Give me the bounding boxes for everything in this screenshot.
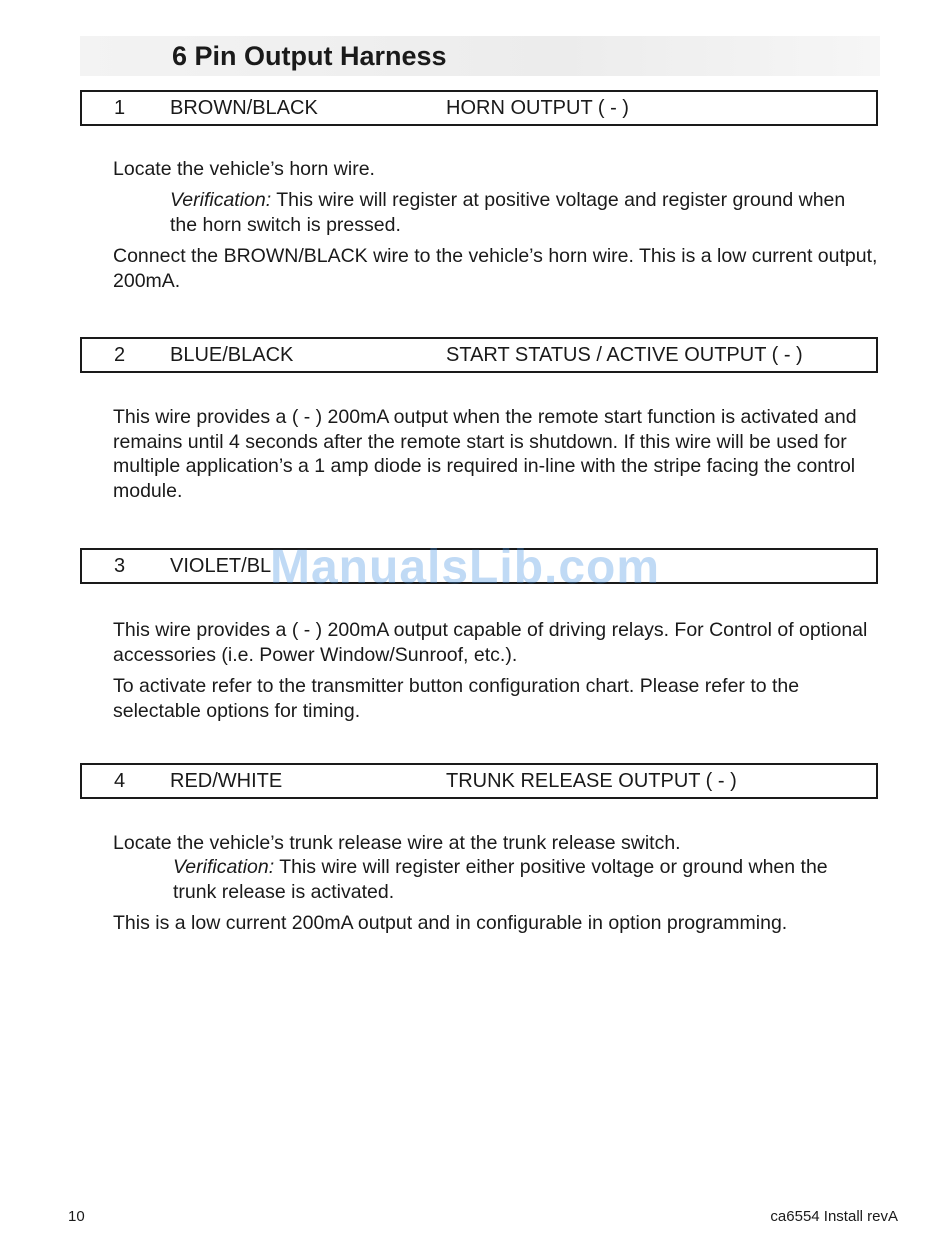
watermark: ManualsLib.com <box>270 541 661 594</box>
page-number: 10 <box>68 1208 85 1225</box>
wire-function: TRUNK RELEASE OUTPUT ( - ) <box>446 770 737 792</box>
verification-text: This wire will register either positive voltage or ground when the trunk release is activated. <box>173 856 828 903</box>
pin-1-header <box>80 90 878 126</box>
wire-color: BLUE/BLACK <box>170 344 294 366</box>
paragraph: This is a low current 200mA output and in configurable in option programming. <box>113 912 788 934</box>
wire-color: BROWN/BLACK <box>170 97 318 119</box>
wire-color: VIOLET/BL <box>170 555 272 577</box>
verification-note <box>170 188 870 237</box>
paragraph: Locate the vehicle’s horn wire. <box>113 158 375 180</box>
pin-number: 1 <box>114 97 126 119</box>
verification-text: This wire will register at positive voltage and register ground when the horn switch is pressed. <box>170 189 846 236</box>
document-id: ca6554 Install revA <box>770 1208 898 1225</box>
paragraph: This wire provides a ( - ) 200mA output when the remote start function is activated and remains until 4 seconds after the remote start is shutdown. If this wire will be used for multiple application’s a 1 amp diode is required in-line with the stripe facing the control module. <box>113 406 857 502</box>
pin-number: 4 <box>114 770 126 792</box>
paragraph: This wire provides a ( - ) 200mA output capable of driving relays. For Control of optional accessories (i.e. Power Window/Sunroof, etc.). <box>113 619 868 666</box>
pin-number: 3 <box>114 555 126 577</box>
paragraph: Locate the vehicle’s trunk release wire at the trunk release switch. <box>113 832 681 854</box>
wire-function: HORN OUTPUT ( - ) <box>446 97 629 119</box>
paragraph: To activate refer to the transmitter button configuration chart. Please refer to the selectable options for timing. <box>113 675 800 722</box>
verification-label: Verification: <box>173 856 275 878</box>
verification-note <box>173 855 873 904</box>
pin-2-header <box>80 337 878 373</box>
pin-4-header <box>80 763 878 799</box>
paragraph: Connect the BROWN/BLACK wire to the vehicle’s horn wire. This is a low current output, 200mA. <box>113 245 878 292</box>
wire-function: START STATUS / ACTIVE OUTPUT ( - ) <box>446 344 803 366</box>
verification-label: Verification: <box>170 189 272 211</box>
page-title: 6 Pin Output Harness <box>80 36 880 76</box>
wire-color: RED/WHITE <box>170 770 283 792</box>
pin-number: 2 <box>114 344 126 366</box>
